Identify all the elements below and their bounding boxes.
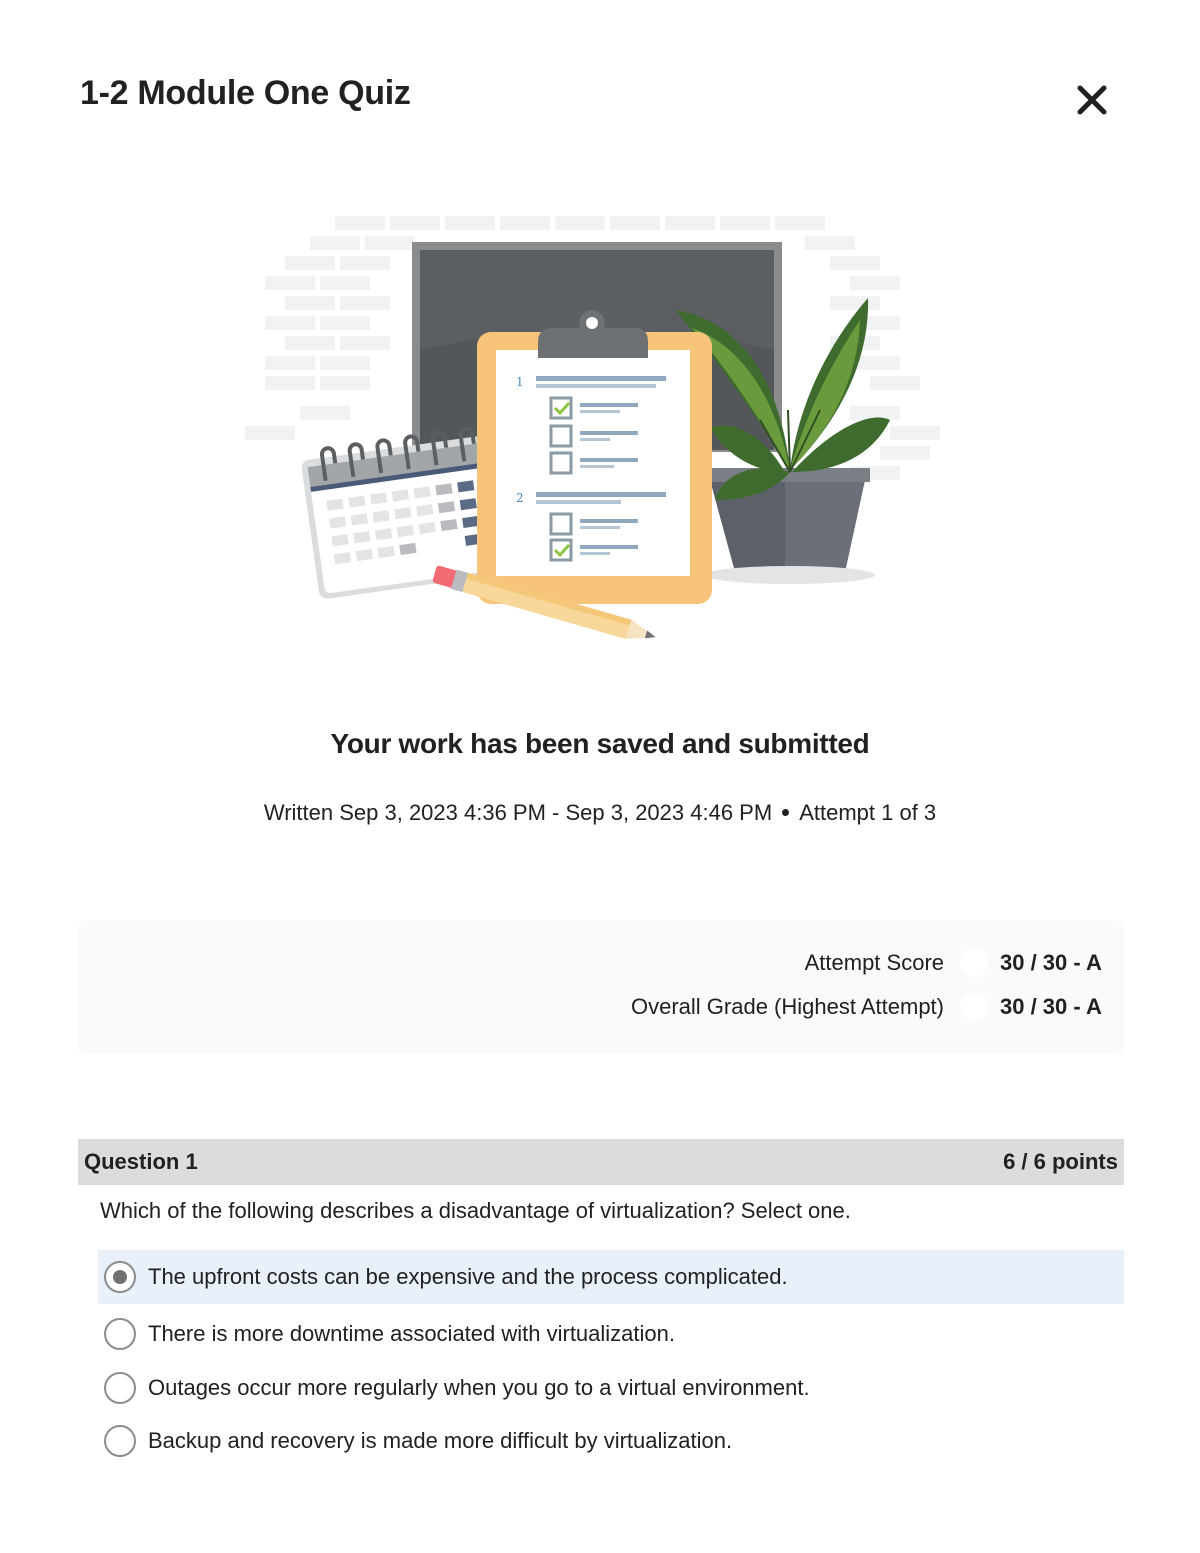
answer-option-label: The upfront costs can be expensive and the process complicated. (148, 1264, 788, 1289)
score-label: Attempt Score (804, 950, 944, 975)
score-value: 30 / 30 - A (1000, 950, 1102, 975)
clipboard-icon (477, 310, 712, 604)
submission-heading: Your work has been saved and submitted (330, 728, 870, 759)
answer-option[interactable] (98, 1250, 1124, 1304)
question-title: Question 1 (84, 1149, 198, 1174)
answer-option[interactable] (98, 1307, 1124, 1361)
answer-option-label: There is more downtime associated with virtualization. (148, 1321, 676, 1346)
radio-checked-icon[interactable] (104, 1261, 136, 1293)
attempt-score-row (805, 947, 1118, 979)
answer-option-label: Backup and recovery is made more difficult by virtualization. (148, 1428, 733, 1453)
dialog-title: 1-2 Module One Quiz (80, 74, 411, 112)
answer-option[interactable] (98, 1361, 1124, 1415)
attempt-count: Attempt 1 of 3 (799, 800, 937, 825)
close-icon (1072, 80, 1112, 120)
clipboard-number-2: 2 (516, 491, 524, 505)
answer-option[interactable] (98, 1414, 1124, 1468)
score-card (78, 920, 1124, 1054)
submission-meta (0, 800, 1200, 826)
question-header (78, 1139, 1124, 1185)
score-spacer (960, 949, 988, 977)
overall-grade-row (631, 991, 1118, 1023)
clipboard-number-1: 1 (516, 375, 524, 389)
answer-option-label: Outages occur more regularly when you go to a virtual environment. (148, 1375, 810, 1400)
score-value: 30 / 30 - A (1000, 994, 1102, 1019)
separator-dot (782, 809, 789, 816)
radio-unchecked-icon[interactable] (104, 1372, 136, 1404)
radio-unchecked-icon[interactable] (104, 1425, 136, 1457)
close-button[interactable] (1072, 80, 1112, 120)
question-points: 6 / 6 points (1003, 1149, 1118, 1174)
score-spacer (960, 993, 988, 1021)
radio-unchecked-icon[interactable] (104, 1318, 136, 1350)
written-range: Written Sep 3, 2023 4:36 PM - Sep 3, 2023 4:46 PM (263, 800, 773, 825)
checkbox-icon (551, 398, 571, 418)
quiz-submitted-illustration (240, 210, 960, 650)
score-label: Overall Grade (Highest Attempt) (630, 994, 944, 1019)
calendar-icon (299, 426, 508, 600)
question-text: Which of the following describes a disadvantage of virtualization? Select one. (100, 1198, 851, 1223)
